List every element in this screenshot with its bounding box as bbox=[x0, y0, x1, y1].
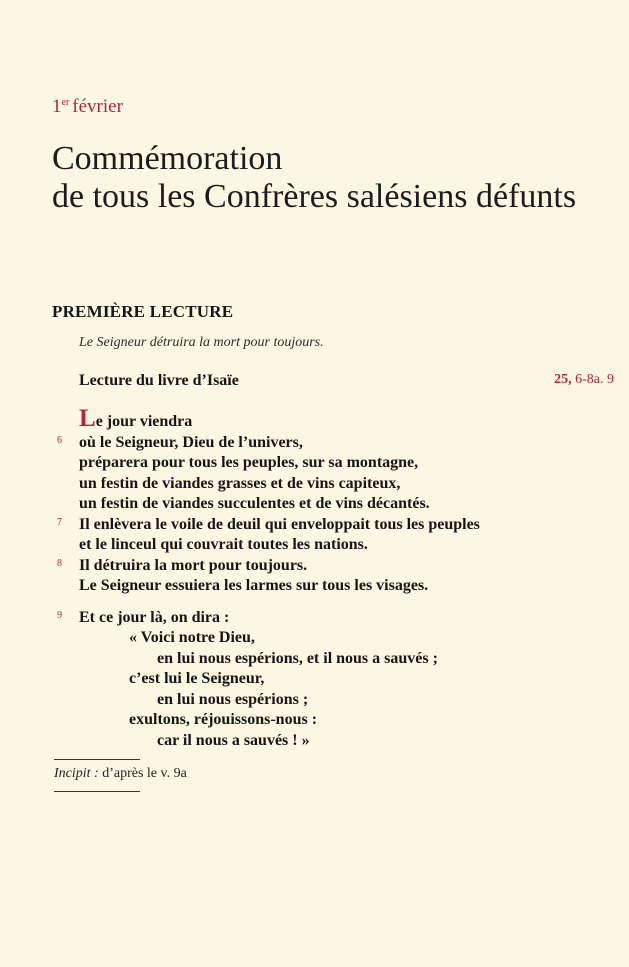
reading-line: c’est lui le Seigneur, bbox=[129, 670, 265, 687]
reading-line: car il nous a sauvés ! » bbox=[157, 731, 310, 749]
drop-cap: L bbox=[79, 405, 96, 432]
reading-line: et le linceul qui couvrait toutes les nations. bbox=[79, 536, 368, 553]
verse-number: 9 bbox=[57, 609, 62, 621]
reference-chapter: 25, bbox=[554, 372, 572, 387]
date-number: 1 bbox=[52, 96, 62, 117]
date-suffix: er bbox=[61, 97, 70, 108]
footnote-rule-bottom bbox=[54, 791, 140, 792]
reading-line: un festin de viandes succulentes et de vins décantés. bbox=[79, 495, 430, 512]
incipit-label: Incipit : bbox=[54, 766, 99, 781]
reading-line: 6 où le Seigneur, Dieu de l’univers, bbox=[79, 433, 619, 454]
reading-line: un festin de viandes grasses et de vins capiteux, bbox=[79, 474, 401, 492]
reading-summary: Le Seigneur détruira la mort pour toujours. bbox=[79, 335, 324, 350]
reading-line: en lui nous espérions ; bbox=[157, 690, 309, 708]
feast-date bbox=[52, 96, 123, 118]
verse-number: 7 bbox=[57, 516, 62, 528]
reading-line: Le jour viendra bbox=[79, 405, 193, 432]
incipit-text: d’après le v. 9a bbox=[98, 766, 187, 781]
reading-line: exultons, réjouissons-nous : bbox=[129, 711, 318, 728]
page-title bbox=[52, 140, 576, 216]
reading-text bbox=[57, 405, 619, 751]
verse-number: 6 bbox=[57, 434, 62, 446]
reading-line: 8 Il détruira la mort pour toujours. bbox=[79, 556, 619, 577]
reading-line: « Voici notre Dieu, bbox=[129, 629, 255, 646]
incipit-note bbox=[54, 766, 187, 782]
reading-line: 9 Et ce jour là, on dira : bbox=[79, 608, 619, 629]
title-line-1: Commémoration bbox=[52, 140, 283, 177]
reading-line: en lui nous espérions, et il nous a sauvés ; bbox=[157, 649, 438, 667]
reading-line: 7 Il enlèvera le voile de deuil qui enveloppait tous les peuples bbox=[79, 515, 619, 536]
reference-verses: 6-8a. 9 bbox=[575, 372, 614, 387]
date-month: février bbox=[72, 96, 123, 117]
reading-line: préparera pour tous les peuples, sur sa montagne, bbox=[79, 454, 419, 471]
title-line-2: de tous les Confrères salésiens défunts bbox=[52, 178, 577, 215]
reading-book: Lecture du livre d’Isaïe bbox=[79, 372, 239, 389]
section-heading: PREMIÈRE LECTURE bbox=[52, 302, 234, 321]
verse-number: 8 bbox=[57, 557, 62, 569]
reading-source-row bbox=[79, 372, 614, 390]
footnote-rule-top bbox=[54, 759, 140, 760]
scripture-reference bbox=[554, 372, 614, 388]
reading-line: Le Seigneur essuiera les larmes sur tous les visages. bbox=[79, 577, 429, 594]
